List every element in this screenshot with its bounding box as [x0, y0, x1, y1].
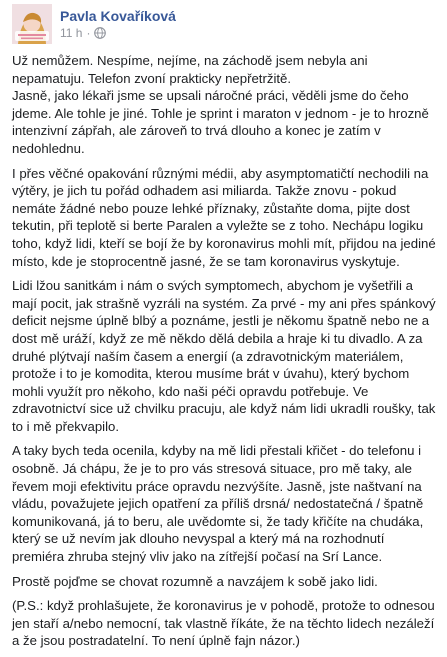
post-paragraph-3: Lidi lžou sanitkám i nám o svých symptomech, abychom je vyšetřili a mají pocit, jak strašně vyzráli na systém. Za prvé - my ani přes spánkový deficit nejsme úplně blbý a poznáme, jestli je někomu špatně nebo ne a dost mě uráží, když ze mě někdo dělá debila a hraje ki tu divadlo. A za druhé plýtvají naším časem a energií (a zdravotnickým materiálem, protože i to je komodita, kterou musíme brát v úvahu), který bychom mohli využít pro někoho, kdo naši péči opravdu potřebuje. Ve zdravotnictví sice už chvilku pracuju, ale když nám lidi ukradli roušky, tak to i mě překvapilo.	[12, 278, 436, 434]
post-body	[12, 52, 436, 657]
post-header	[12, 4, 176, 44]
post-paragraph-6: (P.S.: když prohlašujete, že koronavirus je v pohodě, protože to odnesou jen staří a/nebo nemocní, tak vlastně říkáte, že na těchto lidech nezáleží a že jsou postradatelní. To není úplně fajn názor.)	[12, 598, 435, 649]
globe-icon[interactable]	[94, 27, 106, 39]
author-name[interactable]: Pavla Kovaříková	[60, 8, 176, 24]
avatar[interactable]	[12, 4, 52, 44]
post-subline	[60, 25, 176, 41]
post-paragraph-4: A taky bych teda ocenila, kdyby na mě lidi přestali křičet - do telefonu i osobně. Já chápu, že je to pro vás stresová situace, pro mě taky, ale řevem moji efektivitu práce opravdu nezvýšíte. Jasně, jste naštvaní na vládu, považujete jejich opatření za příliš drsná/ nedostatečná / špatně komunikovaná, já to beru, ale uvědomte si, že tady křičíte na chudáka, který se už nevím jak dlouho nevyspal a který má na rozhodnutí premiéra zhruba stejný vliv jako na zítřejší počasí na Srí Lance.	[12, 443, 424, 565]
post-paragraph-2: I přes věčné opakování různými médii, aby asymptomatičtí nechodili na výtěry, je jich tu pořád odhadem asi miliarda. Takže znovu - pokud nemáte žádné nebo pouze lehké příznaky, zůstaňte doma, pijte dost tekutin, při teplotě si berte Paralen a vyležte se z toho. Nechápu logiku toho, když lidi, kteří se bojí že by koronavirus mohli mít, přijdou na jediné místo, kde je stoprocentně jasné, že se tam koronavirus vyskytuje.	[12, 165, 436, 269]
post-meta	[60, 7, 176, 41]
separator-dot: ·	[86, 26, 91, 40]
post-paragraph-1: Už nemůžem. Nespíme, nejíme, na záchodě jsem nebyla ani nepamatuju. Telefon zvoní prakticky nepřetržitě. Jasně, jako lékaři jsme se upsali náročné práci, věděli jsme do čeho jdeme. Ale tohle je jiné. Tohle je sprint i maraton v jednom - je to hrozně intenzivní zápřah, ale zároveň to trvá dlouho a konec je zatím v nedohlednu.	[12, 53, 429, 156]
profile-photo	[12, 4, 52, 44]
post-paragraph-5: Prostě pojďme se chovat rozumně a navzájem k sobě jako lidi.	[12, 573, 378, 589]
post-time[interactable]: 11 h	[60, 26, 83, 40]
